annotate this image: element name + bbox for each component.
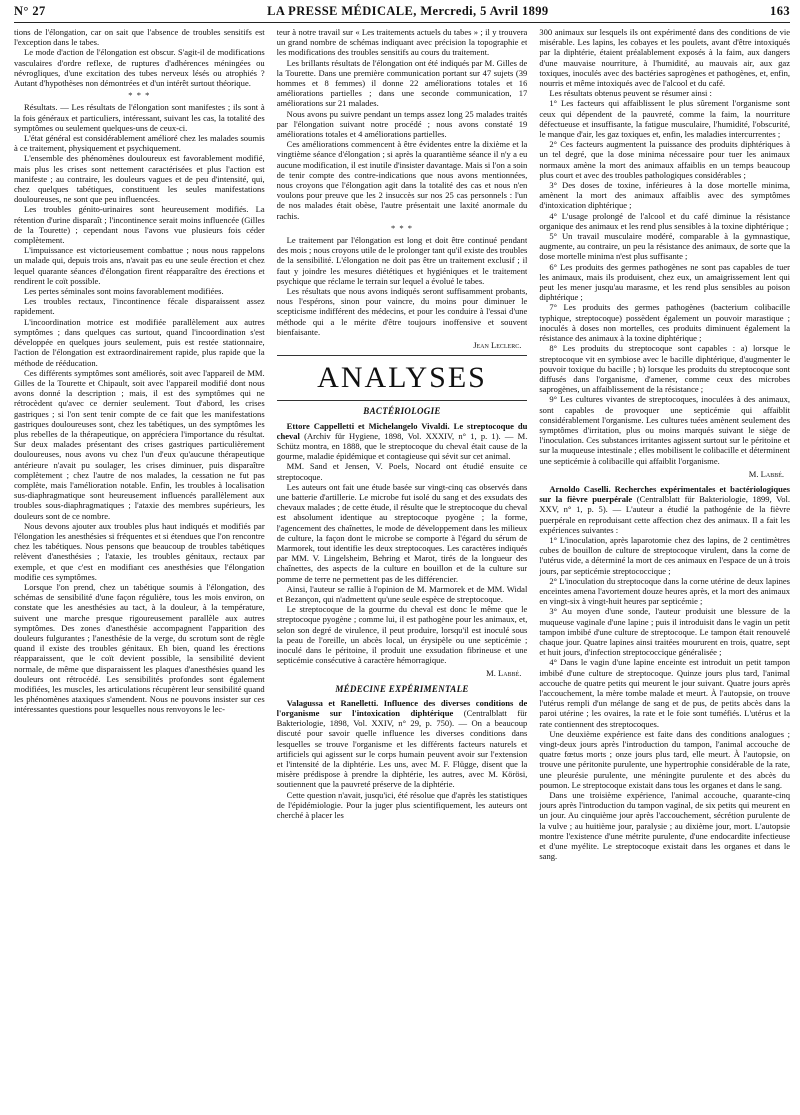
paragraph: MM. Sand et Jensen, V. Poels, Nocard ont étudié ensuite ce streptocoque. <box>276 461 528 482</box>
paragraph: L'impuissance est victorieusement combattue ; nous nous rappelons un malade qui, depuis trois ans, n'avait pas eu une seule érection et chez lequel quarante séances d'élongation firent réapparaître des érections et rendirent le coït possible. <box>14 245 265 286</box>
columns <box>14 27 790 1112</box>
column-1 <box>14 27 265 1112</box>
paragraph: Les troubles génito-urinaires sont heureusement modifiés. La rétention d'urine disparaît ; l'incontinence serait moins influencée (Gilles de la Tourette) ; cependant nous l'avons vue plusieurs fois céder complètement. <box>14 204 265 246</box>
article-paragraph <box>277 698 528 790</box>
column-3 <box>539 27 790 1112</box>
list-item: 4° Dans le vagin d'une lapine enceinte est introduit un petit tampon imbibé d'une culture de streptocoque. Quinze jours plus tard, l'animal accouche de quatre petits qui meurent le jour suivant. Quatre jours après l'accouchement, la mère tombe malade et meurt. À l'autopsie, on trouve l'utérus rempli d'un mélange de sang et de pus, de petits abcès dans la paroi utérine ; les ovaires, la rate et le foie sont tuméfiés. L'utérus et la rate contiennent des streptocoques. <box>539 657 790 729</box>
paragraph: Les pertes séminales sont moins favorablement modifiées. <box>24 286 224 297</box>
paragraph: Ces différents symptômes sont améliorés, soit avec l'appareil de MM. Gilles de la Tourette et Chipault, soit avec l'appareil modifié dont nous avons donné la description ; mais, il est des symptômes qui ne rétrocèdent qu'avec ce dernier seulement. Tout d'abord, les crises gastriques ; si l'on sent tenir compte de ce fait que les manifestations gastriques douloureuses sont, chez les tabétiques, un des symptômes les plus rebelles de la thérapeutique, on appréciera l'importance du résultat. Sur deux malades présentant des crises gastriques particulièrement douloureuses, nous avons vu chez l'un d'eux qu'aucune thérapeutique antérieure n'avait pu soulager, les crises diminuer, puis disparaître complètement ; chez l'autre de nos malades, la cessation ne fut pas complète, mais l'amélioration notable. Enfin, les troubles à localisation sus-diaphragmatique sont heureusement influencés parallèlement aux troubles sous-diaphragmatiques ; l'ataxie des membres supérieurs, les douleurs sont de ce nombre. <box>14 367 265 521</box>
list-item: 2° L'inoculation du streptocoque dans la corne utérine de deux lapines enceintes amena l'avortement douze heures après, et la mort des animaux en vingt-six à vingt-huit heures par septicémie ; <box>539 575 790 607</box>
paragraph: Le mode d'action de l'élongation est obscur. S'agit-il de modifications vasculaires d'ordre reflexe, de ruptures d'adhérences méningées ou névrogliques, d'une excitation des tubes nerveux lésés ou atrophiés ? Autant d'hypothèses non démontrées et d'un intérêt surtout théorique. <box>14 47 265 89</box>
list-item: 3° Des doses de toxine, inférieures à la dose mortelle minima, amènent la mort des animaux affaiblis avec des symptômes d'intoxication diphtérique ; <box>539 180 790 211</box>
article-title: Valagussa et Ranelletti. Influence des diverses conditions de l'organisme sur l'intoxication diphtérique <box>276 697 528 718</box>
paragraph: Le traitement par l'élongation est long et doit être continué pendant des mois ; nous croyons utile de le prolonger tant qu'il existe des troubles de la sensibilité. L'élongation ne doit pas être un traitement exclusif ; il faut y joindre les mesures diététiques et hygiéniques et le traitement psychique que réclame le terrain sur lequel a évolué le tabes. <box>276 235 528 286</box>
paragraph: Les résultats que nous avons indiqués seront suffisamment probants, nous l'espérons, sinon pour vaincre, du moins pour diminuer le scepticisme indifférent des médecins, et pour les conduire à l'essai d'une méthode qui a le mérite d'être toujours inoffensive et souvent bienfaisante. <box>276 286 528 337</box>
section-separator: * * * <box>390 222 414 233</box>
author-signature: M. Labbé. <box>748 468 785 479</box>
article-paragraph <box>277 421 528 462</box>
list-item: 7° Les produits des germes pathogènes (bacterium colibacille typhique, streptocoque) possèdent également un pouvoir marastique ; inoculés à doses non mortelles, ces produits diminuent également la résistance des animaux à la toxine diphtérique ; <box>539 302 790 344</box>
paragraph: L'ensemble des phénomènes douloureux est favorablement modifié, mais plus les crises sont nettement caractérisées et plus l'action est manifeste ; au contraire, les douleurs vagues et de peu d'intensité, qui, chez quelques tabétiques, constituent les seules manifestations douloureuses, ne sont que peu influencées. <box>14 153 265 205</box>
page-header <box>14 4 790 23</box>
list-item: 6° Les produits des germes pathogènes ne sont pas capables de tuer les animaux, mais ils produisent, chez eux, un amaigrissement lent qui peut les mener jusqu'au marasme, et les rend plus sensibles au poison diphtérique ; <box>539 261 790 303</box>
paragraph: Ces améliorations commencent à être évidentes entre la dixième et la vingtième séance d'élongation ; si après la quarantième séance il n'y a eu aucune modification, il est inutile d'insister davantage. Mais si l'on a soin de tenir compte des contre-indications que nous avons mentionnées, nous croyons que l'élongation agit dans la totalité des cas et nous n'en voulons pour preuve que les 2 insuccès sur nos 25 cas personnels : l'un de nos malades était obèse, l'autre présentait une laxité anormale du rachis. <box>276 139 528 221</box>
paragraph: Résultats. — Les résultats de l'élongation sont manifestes ; ils sont à la fois généraux et particuliers, intéressant, suivant les cas, la totalité des symptômes ou seulement quelques-uns de ceux-ci. <box>14 102 265 133</box>
subsection-heading: BACTÉRIOLOGIE <box>363 406 441 417</box>
paragraph: Nous avons pu suivre pendant un temps assez long 25 malades traités par l'élongation suivant notre procédé ; nous avons constaté 19 améliorations totales et 4 améliorations partielles. <box>276 108 528 140</box>
list-item: 8° Les produits du streptocoque sont capables : a) lorsque le streptocoque vit en symbiose avec le bacille diphtérique, d'augmenter le pouvoir toxique du bacille ; b) lorsque les produits du streptocoque sont diffusés dans l'organisme, d'amener, comme ceux des microbes saprogènes, un affaiblissement de la résistance ; <box>539 343 790 395</box>
paragraph: Une deuxième expérience est faite dans des conditions analogues ; vingt-deux jours après l'introduction du tampon, l'animal accouche de quatre fœtus morts ; onze jours plus tard, elle meurt. À l'autopsie, on trouve une péritonite purulente, une hypertrophie considérable de la rate, une pleurésie purulente, une méningite purulente et des abcès du poumon. Le streptocoque existait dans tous les organes et dans le sang. <box>539 728 790 790</box>
paragraph: teur à notre travail sur « Les traitements actuels du tabes » ; il y trouvera un grand nombre de schémas indiquant avec précision la topographie et les modifications des troubles sensitifs au cours du traitement. <box>276 27 528 58</box>
paragraph: 300 animaux sur lesquels ils ont expérimenté dans des conditions de vie misérable. Les lapins, les cobayes et les poulets, avant d'être intoxiqués par la diphtérie, étaient préalablement exposés à la faim, aux dangers d'une mauvaise nourriture, à l'humidité, au mauvais air, aux gaz toxiques, inoculés avec des bactéries saprogènes et pathogènes, et, enfin, nourris et même intoxiqués avec de l'alcool et du café. <box>539 27 790 89</box>
page-number: 163 <box>770 4 790 18</box>
article-body: (Centralblatt für Bakteriologie, 1899, Vol. XXV, n° 1, p. 5). — L'auteur a étudié la pathogénie de la fièvre puerpérale en reproduisant cette affection chez des animaux. Il a fait les expériences suivantes : <box>539 494 790 535</box>
list-item: 1° L'inoculation, après laparotomie chez des lapins, de 2 centimètres cubes de bouillon de culture de streptocoque virulent, dans la corne de l'utérus vide, a déterminé la mort de ces animaux en l'espace de un à trois jours, par septicémie streptococcique ; <box>539 534 790 576</box>
paragraph: L'état général est considérablement amélioré chez les malades soumis à ce traitement, physiquement et psychiquement. <box>14 133 265 154</box>
paragraph: Le streptocoque de la gourme du cheval est donc le même que le streptocoque pyogène ; comme lui, il est pathogène pour les animaux, et, selon son degré de virulence, il peut produire, lorsqu'il est inoculé sous la peau de l'oreille, un abcès local, un érysipèle ou une septicémie ; inoculé dans le péritoine, il produit une exsudation fibrineuse et une septicémie consécutive à caractère hémorragique. <box>276 604 528 666</box>
paragraph: Cette question n'avait, jusqu'ici, été résolue que d'après les statistiques de l'épidémiologie. Pour la juger plus scientifiquement, les auteurs ont cherché à placer les <box>276 789 528 821</box>
list-item: 5° Un travail musculaire modéré, comparable à la gymnastique, augmente, au contraire, un peu la résistance des animaux, de sorte que la dose mortelle minima n'est plus suffisante ; <box>539 231 790 262</box>
journal-title: LA PRESSE MÉDICALE, Mercredi, 5 Avril 1899 <box>267 4 549 18</box>
paragraph: Les auteurs ont fait une étude basée sur vingt-cinq cas observés dans une batterie d'artillerie. Le microbe fut isolé du sang et des exsudats des chevaux malades ; de cette étude, il résulte que le streptocoque du cheval est absolument identique au streptocoque pyogène ; la forme, l'agencement des chaînettes, le mode de développement dans les milieux de culture, la façon dont le microbe se comporte à l'égard du sérum de Marmorek, tout identifie les deux streptocoques. Les caractères indiqués par MM. V. Lingelsheim, Behring et Marot, tirés de la longueur des chaînettes, des aspects de la culture en bouillon et de la culture sur pomme de terre ne permettent pas de les différencier. <box>276 481 528 584</box>
paragraph: Nous devons ajouter aux troubles plus haut indiqués et modifiés par l'élongation les anesthésies si fréquentes et si étendues que l'on rencontre chez les tabétiques. Nous pensons que beaucoup de troubles tabétiques relèvent d'anesthésies ; l'ataxie, les troubles génitaux, rectaux par exemple, et que c'est en modifiant ces anesthésies que l'élongation modifie ces symptômes. <box>14 520 265 582</box>
section-separator: * * * <box>128 90 151 101</box>
paragraph: Lorsque l'on prend, chez un tabétique soumis à l'élongation, des schémas de sensibilité d'une façon régulière, tous les mois environ, on constate que les anesthésies au tact, à la douleur, à la température, suivent une marche presque rigoureusement parallèle aux autres symptômes. Des zones d'anesthésie accompagnent l'apparition des douleurs fulgurantes ; l'anesthésie de la verge, du scrotum sont de règle quand il existe des troubles génitaux. Eh bien, quand les érections réapparaissent, que le coït devient possible, la sensibilité devient normale, de même que disparaissent les plaques d'anesthésies quand les douleurs ont rétrocédé. Les sensibilités profondes sont également modifiées, les muscles, les articulations récupèrent leur sensibilité quand les phénomènes ataxiques s'amendent. Nous ne pouvons insister sur ces intéressantes questions pour lesquelles nous renvoyons le lec- <box>14 581 265 715</box>
issue-number: N° 27 <box>14 4 46 18</box>
list-item: 1° Les facteurs qui affaiblissent le plus sûrement l'organisme sont ceux qui dépendent de la pauvreté, comme la faim, la nourriture défectueuse et insuffisante, la fatigue musculaire, l'humidité, l'obscurité, le manque d'air, les gaz toxiques et, enfin, les maladies intercurrentes ; <box>539 98 790 140</box>
paragraph: Les troubles rectaux, l'incontinence fécale disparaissent assez rapidement. <box>14 296 265 317</box>
article-paragraph <box>539 484 790 535</box>
article-body: (Archiv für Hygiene, 1898, Vol. XXXIV, n° 1, p. 1). — M. Schütz montra, en 1888, que le streptocoque du cheval était cause de la gourme, maladie épidémique et contagieuse qui sévit sur cet animal. <box>276 430 528 462</box>
list-item: 3° Au moyen d'une sonde, l'auteur produisit une blessure de la muqueuse vaginale d'une lapine ; puis il introduisit dans le vagin un petit tampon imbibé d'une culture de streptocoque. Le tampon était renouvelé chaque jour. Quatre lapines ainsi traitées moururent en trois, quatre, sept et huit jours, d'infection streptococcique généralisée ; <box>539 606 790 658</box>
column-2 <box>277 27 528 1112</box>
article-body: (Centralblatt für Bakteriologie, 1898, Vol. XXIV, n° 29, p. 750). — On a beaucoup discuté pour savoir quelle influence les diverses conditions dans lesquelles se trouve l'organisme et les différents facteurs naturels et artificiels qui agissent sur le corps humain peuvent avoir sur l'extension et l'intensité de la diphtérie. Les uns, avec M. F. Flügge, disent que la misère prédispose à prendre la diphtérie, les autres, avec M. Körösi, soutiennent que la pauvreté préserve de la diphtérie. <box>276 707 528 790</box>
list-item: 2° Ces facteurs augmentent la puissance des produits diphtériques à un tel degré, que la dose minima nécessaire pour tuer les animaux normaux amène la mort des animaux affaiblis en un temps beaucoup plus court et avec des troubles pathologiques considérables ; <box>539 139 790 180</box>
paragraph: Les brillants résultats de l'élongation ont été indiqués par M. Gilles de la Tourette. Dans une première communication portant sur 47 sujets (39 hommes et 8 femmes) il donne 22 améliorations totales et 16 améliorations partielles ; dans une seconde communication, 17 améliorations sur 21 malades. <box>276 57 528 109</box>
paragraph: Dans une troisième expérience, l'animal accouche, quarante-cinq jours après l'introduction du tampon vaginal, de six petits qui meurent en un jour. Au cinquième jour après l'accouchement, sécrétion purulente de la vulve ; au huitième jour, paralysie ; au dixième jour, mort. L'autopsie montre l'existence d'une métrite purulente, d'une endocardite infectieuse et d'une myélite. Le streptocoque existait dans les organes et dans le sang. <box>539 790 790 862</box>
subsection-heading: MÉDECINE EXPÉRIMENTALE <box>335 683 469 694</box>
article-title: Ettore Cappelletti et Michelangelo Vivaldi. Le streptocoque du cheval <box>276 420 528 441</box>
list-item: 4° L'usage prolongé de l'alcool et du café diminue la résistance organique des animaux et les rend plus sensibles à la toxine diphtérique ; <box>539 210 790 231</box>
divider <box>277 400 528 401</box>
paragraph: tions de l'élongation, car on sait que l'absence de troubles sensitifs est l'exception dans le tabes. <box>14 27 265 48</box>
paragraph: Ainsi, l'auteur se rallie à l'opinion de M. Marmorek et de MM. Widal et Bezançon, qui n'admettent qu'une seule espèce de streptocoque. <box>276 583 528 604</box>
paragraph: L'incoordination motrice est modifiée parallèlement aux autres symptômes ; dans quelques cas surtout, quand l'incoordination s'est développée en quelques jours seulement, puis est restée stationnaire, l'action de l'élongation est extraordinairement rapide, plus rapide que la méthode de rééducation. <box>14 316 265 368</box>
article-title: Arnoldo Caselli. Recherches expérimentales et bactériologiques sur la fièvre puerpérale <box>539 483 790 505</box>
author-signature: Jean Leclerc. <box>473 340 522 351</box>
section-title: ANALYSES <box>317 361 487 395</box>
paragraph: Les résultats obtenus peuvent se résumer ainsi : <box>549 88 712 99</box>
list-item: 9° Les cultures vivantes de streptocoques, inoculées à des animaux, sont capables de provoquer une septicémie qui affaiblit considérablement l'organisme. Les cultures tuées amènent seulement des symptômes d'irritation, plus ou moins marqués suivant le siège de l'inoculation. Ces substances irritantes agissent surtout sur le péritoine et sur la muqueuse intestinale ; elles mobilisent le colibacille et déterminent une septicémie à colibacille qui affaiblit l'organisme. <box>539 394 790 466</box>
divider <box>277 355 528 356</box>
author-signature: M. Labbé. <box>486 668 522 679</box>
